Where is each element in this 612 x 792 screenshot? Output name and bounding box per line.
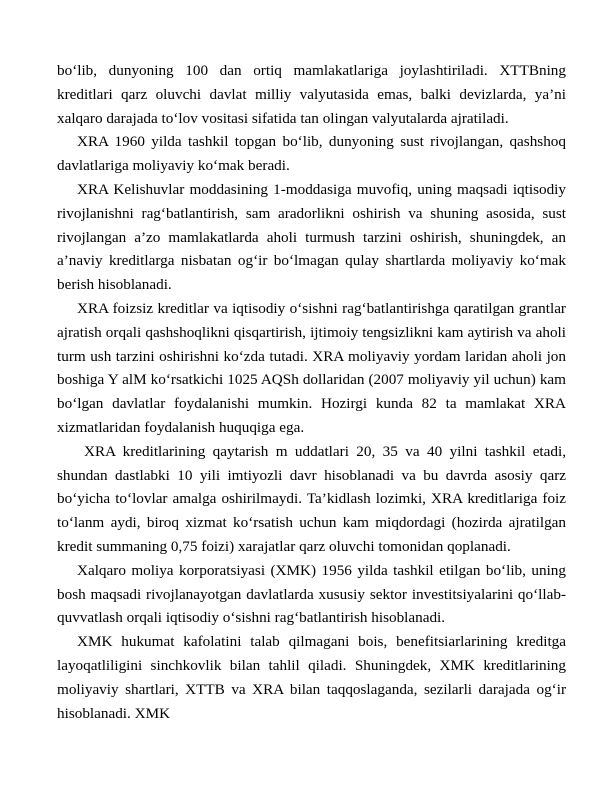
paragraph-5: XRA kreditlarining qaytarish m uddatlari 20, 35 va 40 yilni tashkil etadi, shundan dastlabki 10 yili imtiyozli davr hisoblanadi va bu davrda asosiy qarz bo‘yicha to‘lovlar amalga oshirilmaydi. Ta’kidlash lozimki, XRA kreditlariga foiz to‘lanm aydi, biroq xizmat ko‘rsatish uchun kam miqdordagi (hozirda ajratilgan kredit summaning 0,75 foizi) xarajatlar qarz oluvchi tomonidan qoplanadi. (57, 442, 566, 555)
body-text-column (57, 59, 566, 725)
paragraph-1: bo‘lib, dunyoning 100 dan ortiq mamlakatlariga joylashtiriladi. XTTBning kreditlari qarz oluvchi davlat milliy valyutasida emas, balki devizlarda, ya’ni xalqaro darajada to‘lov vositasi sifatida tan olingan valyutalarda ajratiladi. (57, 62, 566, 127)
paragraph-6: Xalqaro moliya korporatsiyasi (XMK) 1956 yilda tashkil etilgan bo‘lib, uning bosh maqsadi rivojlanayotgan davlatlarda xususiy sektor investitsiyalarini qo‘llab-quvvatlash orqali iqtisodiy o‘sishni rag‘batlantirish hisoblanadi. (57, 561, 566, 627)
paragraph-7: XMK hukumat kafolatini talab qilmagani bois, benefitsiarlarining kreditga layoqatliligini sinchkovlik bilan tahlil qiladi. Shuningdek, XMK kreditlarining moliyaviy shartlari, XTTB va XRA bilan taqqoslaganda, sezilarli darajada og‘ir hisoblanadi. XMK (57, 633, 566, 722)
paragraph-2: XRA 1960 yilda tashkil topgan bo‘lib, dunyoning sust rivojlangan, qashshoq davlatlariga moliyaviy ko‘mak beradi. (57, 133, 566, 175)
paragraph-3: XRA Kelishuvlar moddasining 1-moddasiga muvofiq, uning maqsadi iqtisodiy rivojlanishni rag‘batlantirish, sam aradorlikni oshirish va shuning asosida, sust rivojlangan a’zo mamlakatlarda aholi turmush tarzini oshirish, shuningdek, an a’naviy kreditlarga nisbatan og‘ir bo‘lmagan qulay shartlarda moliyaviy ko‘mak berish hisoblanadi. (57, 180, 566, 294)
paragraph-4: XRA foizsiz kreditlar va iqtisodiy o‘sishni rag‘batlantirishga qaratilgan grantlar ajratish orqali qashshoqlikni qisqartirish, ijtimoiy tengsizlikni kam aytirish va aholi turm ush tarzini oshirishni ko‘zda tutadi. XRA moliyaviy yordam laridan aholi jon boshiga Y alM ko‘rsatkichi 1025 AQSh dollaridan (2007 moliyaviy yil uchun) kam bo‘lgan davlatlar foydalanishi mumkin. Hozirgi kunda 82 ta mamlakat XRA xizmatlaridan foydalanish huquqiga ega. (57, 299, 566, 436)
